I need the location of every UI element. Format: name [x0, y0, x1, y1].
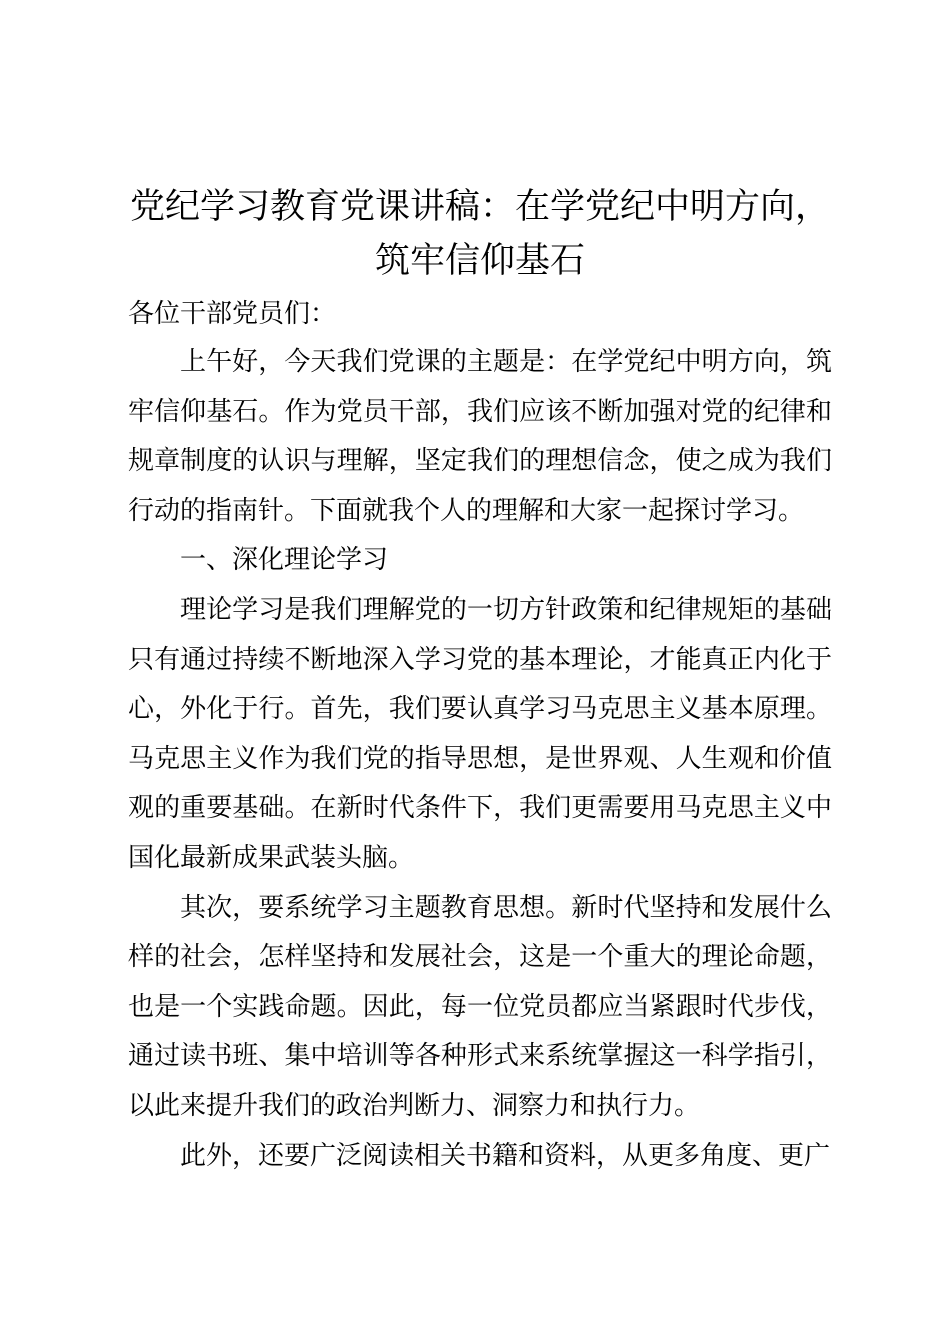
paragraph-intro: 上午好，今天我们党课的主题是：在学党纪中明方向，筑牢信仰基石。作为党员干部，我们应该不断加强对党的纪律和规章制度的认识与理解，坚定我们的理想信念，使之成为我们行动的指南针。下面就我个人的理解和大家一起探讨学习。 [128, 347, 832, 526]
title-line-2: 筑牢信仰基石 [374, 241, 585, 281]
section-heading-1: 一、深化理论学习 [180, 545, 389, 576]
document-title [128, 180, 832, 288]
title-line-1: 党纪学习教育党课讲稿：在学党纪中明方向， [129, 187, 830, 227]
paragraph-theory: 理论学习是我们理解党的一切方针政策和纪律规矩的基础只有通过持续不断地深入学习党的基本理论，才能真正内化于心，外化于行。首先，我们要认真学习马克思主义基本原理。马克思主义作为我们党的指导思想，是世界观、人生观和价值观的重要基础。在新时代条件下，我们更需要用马克思主义中国化最新成果武装头脑。 [128, 594, 832, 873]
greeting: 各位干部党员们： [128, 299, 337, 329]
paragraph-additional: 此外，还要广泛阅读相关书籍和资料，从更多角度、更广 [180, 1140, 831, 1171]
paragraph-second: 其次，要系统学习主题教育思想。新时代坚持和发展什么样的社会，怎样坚持和发展社会，这是一个重大的理论命题，也是一个实践命题。因此，每一位党员都应当紧跟时代步伐，通过读书班、集中培训等各种形式来系统掌握这一科学指引，以此来提升我们的政治判断力、洞察力和执行力。 [128, 892, 832, 1121]
document-page [128, 180, 832, 1181]
